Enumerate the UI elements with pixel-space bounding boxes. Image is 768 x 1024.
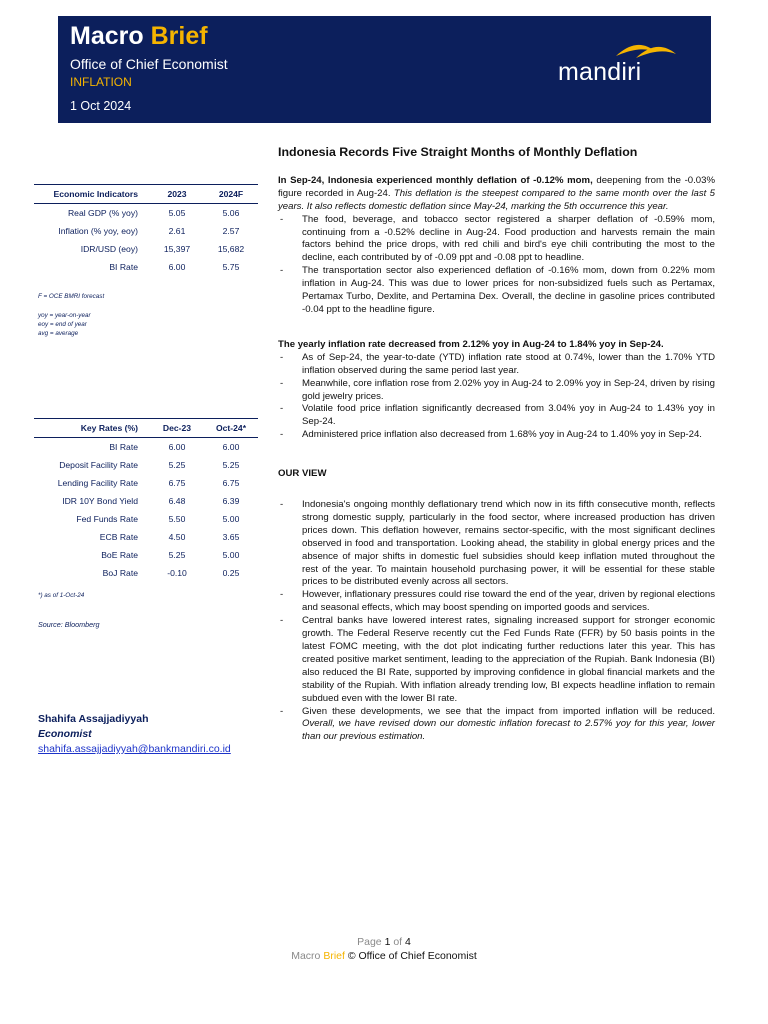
report-date: 1 Oct 2024 (70, 99, 132, 113)
yearly-heading: The yearly inflation rate decreased from 2.12% yoy in Aug-24 to 1.84% yoy in Sep-24. (278, 338, 664, 350)
article-body (278, 146, 715, 744)
list-item: - However, inflationary pressures could rise toward the end of the year, driven by regional elections and seasonal effects, which may boost spending on imported goods and services. (278, 589, 715, 615)
logo-wordmark: mandiri (558, 58, 642, 86)
footer-brand-main: Macro (291, 950, 321, 962)
last-bullet-normal: Given these developments, we see that the impact from imported inflation will be reduced. (302, 705, 715, 717)
brand-accent: Brief (150, 22, 208, 50)
row-label: IDR 10Y Bond Yield (62, 496, 138, 506)
list-item: - The transportation sector also experienced deflation of -0.16% mom, down from 0.22% mom inflation in Aug-24. This was due to lower prices for non-subsidized fuels such as Pertamax, Pertamax Turbo, Dexlite, and Pertamina Dex. Overall, the decline in gasoline prices contributed -0.04 ppt to the headline figure. (278, 265, 715, 317)
row-label: IDR/USD (eoy) (80, 244, 138, 254)
cell-value: 5.00 (222, 514, 240, 524)
cell-value: 2.61 (168, 226, 186, 236)
cell-value: 5.25 (222, 460, 240, 470)
brand-main: Macro (70, 22, 144, 50)
table-row (34, 492, 258, 510)
table-header-row (34, 185, 258, 204)
table-row (34, 258, 258, 276)
rates-source: Source: Bloomberg (38, 620, 100, 629)
col-header: Oct-24* (204, 419, 258, 438)
author-block (38, 712, 231, 757)
cell-value: 6.75 (222, 478, 240, 488)
our-view-heading: OUR VIEW (278, 468, 327, 480)
row-label: BI Rate (109, 442, 138, 452)
of-word: of (393, 936, 403, 948)
header-banner (58, 16, 711, 123)
author-name: Shahifa Assajjadiyyah (38, 713, 149, 725)
table-row (34, 474, 258, 492)
row-label: BoJ Rate (102, 568, 138, 578)
list-item: - The food, beverage, and tobacco sector registered a sharper deflation of -0.59% mom, continuing from a -0.52% decline in Aug-24. Food production and harvests remain the main factors behind the price drops, with red chili and bird's eye chili contributing the most to the decline, each contributed by of -0.09 ppt and -0.08 ppt to headline. (278, 214, 715, 266)
cell-value: 15,397 (163, 244, 191, 254)
col-header: 2023 (150, 185, 204, 204)
cell-value: 6.48 (168, 496, 186, 506)
row-label: Inflation (% yoy, eoy) (58, 226, 138, 236)
row-label: Deposit Facility Rate (59, 460, 138, 470)
page-number (0, 936, 768, 948)
row-label: Lending Facility Rate (57, 478, 138, 488)
cell-value: 5.05 (168, 208, 186, 218)
cell-value: -0.10 (167, 568, 187, 578)
row-label: ECB Rate (99, 532, 138, 542)
list-item: - Central banks have lowered interest rates, signaling increased support for stronger economic growth. The Federal Reserve recently cut the Fed Funds Rate (FFR) by 50 basis points in the latest FOMC meeting, with the dot plot indicating further reductions later this year. This has created positive market sentiment, leading to the appreciation of the Rupiah. Bank Indonesia (BI) also reduced the BI Rate, supported by improving confidence in global financial markets and the stability of the Rupiah. With inflation already trending low, BI expects headline inflation to remain subdued even with the lower BI rate. (278, 615, 715, 705)
cell-value: 5.25 (168, 460, 186, 470)
list-item: - Indonesia's ongoing monthly deflationary trend which now in its fifth consecutive month, reflects strong domestic supply, particularly in the food sector, where increased production has driven prices down. This deflation however, remains sector-specific, with the most significant declines observed in food and transportation. Looking ahead, the stability in global energy prices and the absence of major shifts in domestic fuel subsidies should keep inflation muted throughout the rest of the year. To maintain household purchasing power, it will be essential for these stable prices to be distributed evenly across all sectors. (278, 499, 715, 589)
table-header-row (34, 419, 258, 438)
row-label: Real GDP (% yoy) (67, 208, 138, 218)
list-item: - Volatile food price inflation significantly decreased from 3.04% yoy in Aug-24 to 1.43% yoy in Sep-24. (278, 403, 715, 429)
row-label: BoE Rate (101, 550, 138, 560)
abbrev-note: avg = average (38, 330, 79, 337)
col-header: Key Rates (%) (34, 419, 150, 438)
cell-value: 6.75 (168, 478, 186, 488)
abbrev-note: yoy = year-on-year (38, 312, 91, 319)
table-row (34, 438, 258, 457)
author-role: Economist (38, 728, 92, 740)
cell-value: 6.00 (222, 442, 240, 452)
cell-value: 5.06 (222, 208, 240, 218)
cell-value: 6.00 (168, 262, 186, 272)
row-label: BI Rate (109, 262, 138, 272)
col-header: 2024F (204, 185, 258, 204)
list-item (278, 706, 715, 745)
table-row (34, 204, 258, 223)
table-row (34, 240, 258, 258)
cell-value: 0.25 (222, 568, 240, 578)
footer-brand-accent: Brief (323, 950, 345, 962)
page-total: 4 (405, 936, 411, 948)
cell-value: 5.50 (168, 514, 186, 524)
mandiri-logo (558, 40, 688, 84)
table-row (34, 222, 258, 240)
topic-label: INFLATION (70, 75, 132, 89)
cell-value: 2.57 (222, 226, 240, 236)
table-row (34, 528, 258, 546)
cell-value: 5.25 (168, 550, 186, 560)
office-name: Office of Chief Economist (70, 56, 228, 72)
footer-office: © Office of Chief Economist (347, 950, 477, 962)
cell-value: 5.00 (222, 550, 240, 560)
list-item: - Administered price inflation also decreased from 1.68% yoy in Aug-24 to 1.40% yoy in Sep-24. (278, 429, 715, 442)
footer-brand (0, 950, 768, 962)
yearly-bullets (278, 352, 715, 442)
cell-value: 15,682 (217, 244, 245, 254)
row-label: Fed Funds Rate (76, 514, 138, 524)
intro-italic: This deflation is the steepest compared to the same month over the last 5 years. It also reflects domestic deflation since May-24, marking the 5th occurrence this year. (278, 187, 715, 212)
cell-value: 4.50 (168, 532, 186, 542)
table-row (34, 546, 258, 564)
col-header: Economic Indicators (34, 185, 150, 204)
col-header: Dec-23 (150, 419, 204, 438)
forecast-note: F = OCE BMRI forecast (38, 293, 105, 300)
table-row (34, 564, 258, 582)
table-row (34, 510, 258, 528)
intro-paragraph (278, 175, 715, 214)
table-row (34, 456, 258, 474)
rates-footnote: *) as of 1-Oct-24 (38, 592, 85, 599)
cell-value: 6.39 (222, 496, 240, 506)
page-current: 1 (384, 936, 391, 948)
article-title: Indonesia Records Five Straight Months of Monthly Deflation (278, 145, 638, 159)
intro-normal: deepening from the -0.03% figure recorded in Aug-24. (278, 174, 715, 199)
brand-title (70, 22, 208, 51)
cell-value: 5.75 (222, 262, 240, 272)
view-bullets (278, 499, 715, 744)
abbrev-note: eoy = end of year (38, 321, 87, 328)
list-item: - Meanwhile, core inflation rose from 2.02% yoy in Aug-24 to 2.09% yoy in Sep-24, driven by rising gold jewelry prices. (278, 378, 715, 404)
page-word: Page (357, 936, 382, 948)
author-email-link[interactable]: shahifa.assajjadiyyah@bankmandiri.co.id (38, 743, 231, 755)
monthly-bullets (278, 214, 715, 317)
list-item: - As of Sep-24, the year-to-date (YTD) inflation rate stood at 0.74%, lower than the 1.70% YTD inflation observed during the same period last year. (278, 352, 715, 378)
cell-value: 3.65 (222, 532, 240, 542)
cell-value: 6.00 (168, 442, 186, 452)
intro-bold: In Sep-24, Indonesia experienced monthly deflation of -0.12% mom, (278, 174, 593, 186)
economic-indicators-table (34, 184, 258, 276)
last-bullet-italic: Overall, we have revised down our domestic inflation forecast to 2.57% yoy for this year, lower than our previous estimation. (302, 718, 715, 743)
key-rates-table (34, 418, 258, 582)
